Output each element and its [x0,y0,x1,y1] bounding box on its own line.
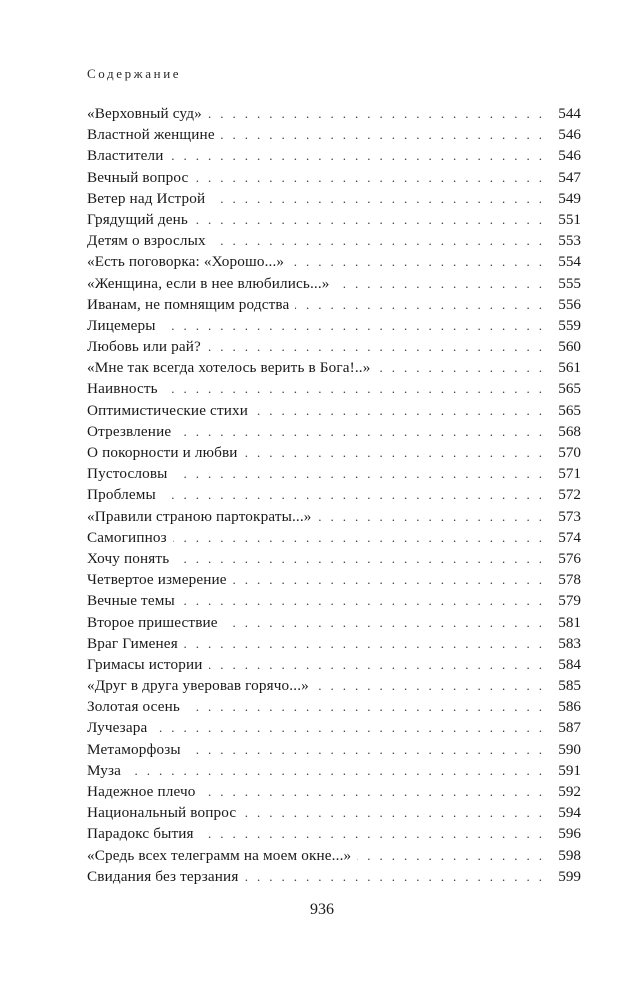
toc-entry-title: Вечные темы [87,592,175,610]
dot-leader [377,357,552,378]
toc-entry-title: Властители [87,147,164,165]
toc-entry [87,400,581,421]
toc-entry-title: Четвертое измерение [87,571,227,589]
toc-entry [87,739,581,760]
toc-entry-page: 579 [558,592,581,610]
toc-entry [87,633,581,654]
dot-leader [244,442,551,463]
toc-entry-page: 587 [558,719,581,737]
toc-entry-title: Золотая осень [87,698,180,716]
toc-entry-page: 574 [558,528,581,546]
toc-entry-title: Проблемы [87,486,156,504]
toc-entry-title: «Средь всех телеграмм на моем окне...» [87,846,352,864]
toc-entry-title: Лучезара [87,719,148,737]
toc-entry [87,251,581,272]
toc-entry [87,230,581,251]
dot-leader [315,675,551,696]
toc-entry-title: Пустословы [87,465,168,483]
toc-entry [87,506,581,527]
toc-entry [87,378,581,399]
dot-leader [336,273,551,294]
running-head: Содержание [87,66,182,81]
toc-entry [87,802,581,823]
dot-leader [184,633,551,654]
toc-entry [87,124,581,145]
toc-entry-title: «Друг в друга уверовав горячо...» [87,677,309,695]
toc-entry [87,336,581,357]
dot-leader [224,612,551,633]
toc-entry-title: Самогипноз [87,528,167,546]
dot-leader [207,336,551,357]
toc-entry-page: 584 [558,655,581,673]
dot-leader [254,400,551,421]
toc-entry [87,294,581,315]
toc-entry-page: 553 [558,232,581,250]
toc-entry-title: Национальный вопрос [87,804,237,822]
dot-leader [194,167,551,188]
toc-entry-page: 585 [558,677,581,695]
toc-entry [87,484,581,505]
dot-leader [175,548,551,569]
toc-entry-page: 559 [558,316,581,334]
dot-leader [208,103,551,124]
dot-leader [357,845,551,866]
dot-leader [295,294,551,315]
toc-entry-title: «Женщина, если в нее влюбились...» [87,274,330,292]
toc-entry [87,590,581,611]
toc-entry [87,167,581,188]
toc-entry [87,273,581,294]
toc-entry-page: 565 [558,401,581,419]
dot-leader [318,506,551,527]
toc-entry [87,675,581,696]
dot-leader [233,569,551,590]
toc-entry [87,760,581,781]
toc-entry-title: Гримасы истории [87,655,203,673]
toc-entry-title: Детям о взрослых [87,232,206,250]
dot-leader [244,866,551,887]
dot-leader [211,188,551,209]
toc-entry-title: «Правили страною партократы...» [87,507,312,525]
toc-entry [87,781,581,802]
toc-entry-page: 598 [558,846,581,864]
toc-entry-page: 592 [558,783,581,800]
dot-leader [181,590,551,611]
toc-entry [87,442,581,463]
toc-entry-page: 561 [558,359,581,377]
toc-entry [87,548,581,569]
dot-leader [212,230,551,251]
toc-entry [87,612,581,633]
dot-leader [170,145,551,166]
toc-entry [87,866,581,887]
toc-entry-title: Метаморфозы [87,740,181,758]
toc-entry-title: Властной женщине [87,126,215,144]
toc-entry-page: 556 [558,295,581,313]
toc-entry [87,696,581,717]
dot-leader [162,315,551,336]
toc-entry [87,569,581,590]
toc-entry-page: 554 [558,253,581,271]
dot-leader [200,823,551,844]
toc-entry [87,717,581,738]
table-of-contents [87,103,581,887]
toc-entry-title: Оптимистические стихи [87,401,249,419]
toc-entry-title: Вечный вопрос [87,168,189,186]
toc-entry [87,145,581,166]
toc-entry-page: 560 [558,338,581,356]
dot-leader [127,760,551,781]
dot-leader [187,739,551,760]
toc-entry-title: Хочу понять [87,549,170,567]
toc-entry-page: 546 [558,126,581,144]
toc-entry [87,845,581,866]
dot-leader [209,654,551,675]
toc-entry-page: 568 [558,422,581,440]
toc-entry [87,527,581,548]
toc-entry-title: «Есть поговорка: «Хорошо...» [87,253,285,271]
toc-entry-page: 590 [558,740,581,758]
toc-entry-title: Надежное плечо [87,783,196,800]
toc-entry-page: 591 [558,761,581,779]
dot-leader [221,124,551,145]
toc-entry-page: 578 [558,571,581,589]
toc-entry-page: 583 [558,634,581,652]
dot-leader [177,421,551,442]
toc-entry-page: 544 [558,105,581,122]
toc-entry-title: Отрезвление [87,422,172,440]
toc-entry [87,463,581,484]
toc-entry-title: Грядущий день [87,210,188,228]
toc-entry-title: Муза [87,761,122,779]
toc-entry-title: «Верховный суд» [87,105,202,122]
toc-entry-title: Враг Гименея [87,634,178,652]
toc-entry-title: Парадокс бытия [87,825,194,843]
toc-entry-page: 576 [558,549,581,567]
toc-entry-title: Лицемеры [87,316,156,334]
dot-leader [164,378,551,399]
toc-entry-title: Любовь или рай? [87,338,201,356]
dot-leader [153,717,551,738]
toc-entry-page: 555 [558,274,581,292]
toc-entry [87,357,581,378]
dot-leader [242,802,551,823]
dot-leader [202,781,551,802]
toc-entry-page: 547 [558,168,581,186]
toc-entry-page: 573 [558,507,581,525]
toc-entry-title: О покорности и любви [87,444,238,461]
toc-entry-page: 586 [558,698,581,716]
toc-entry-title: Свидания без терзания [87,867,239,885]
page-number: 936 [310,901,334,918]
toc-entry-page: 571 [558,465,581,483]
toc-entry-title: Иванам, не помнящим родства [87,295,290,313]
toc-entry-page: 596 [558,825,581,843]
toc-entry-title: Наивность [87,380,158,398]
toc-entry-title: Второе пришествие [87,613,218,631]
dot-leader [173,527,551,548]
toc-entry [87,103,581,124]
dot-leader [186,696,551,717]
toc-entry-page: 549 [558,189,581,207]
toc-entry [87,315,581,336]
toc-entry-page: 565 [558,380,581,398]
toc-entry-title: Ветер над Истрой [87,189,206,207]
toc-entry-page: 594 [558,804,581,822]
toc-entry [87,654,581,675]
dot-leader [174,463,551,484]
toc-entry-page: 546 [558,147,581,165]
toc-entry-page: 572 [558,486,581,504]
toc-entry-page: 599 [558,867,581,885]
dot-leader [162,484,551,505]
toc-entry [87,421,581,442]
toc-entry [87,823,581,844]
toc-entry [87,209,581,230]
dot-leader [194,209,551,230]
toc-entry-page: 581 [558,613,581,631]
toc-entry-title: «Мне так всегда хотелось верить в Бога!..» [87,359,371,377]
toc-entry [87,188,581,209]
dot-leader [290,251,551,272]
toc-entry-page: 570 [558,444,581,461]
toc-entry-page: 551 [558,210,581,228]
